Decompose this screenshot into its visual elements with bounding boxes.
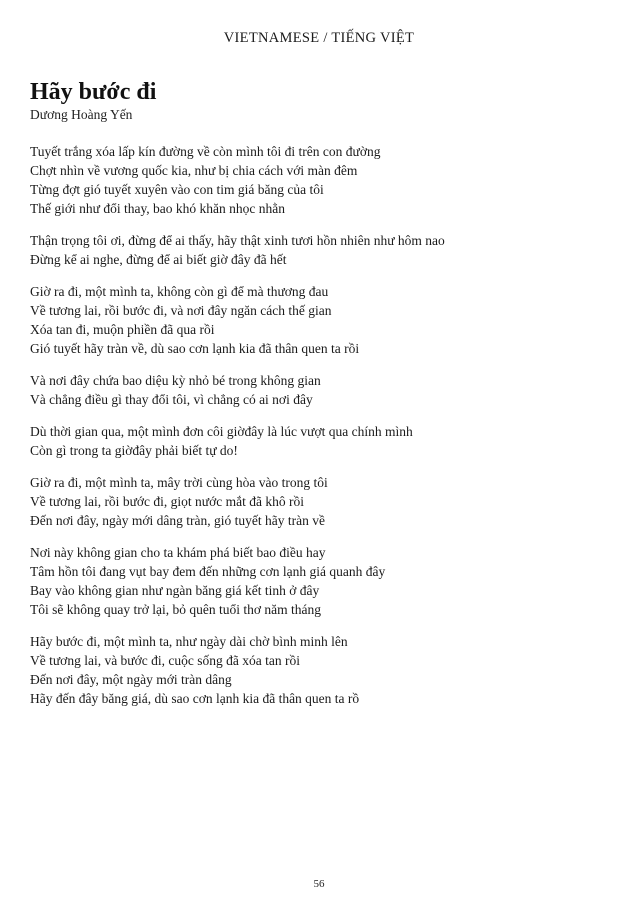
page-number: 56 (313, 878, 325, 890)
lyric-line: Từng đợt gió tuyết xuyên vào con tim giá băng của tôi (30, 182, 324, 197)
stanza (30, 422, 610, 460)
lyric-line: Thế giới như đổi thay, bao khó khăn nhọc nhằn (30, 201, 286, 216)
song-author: Dương Hoàng Yến (30, 107, 133, 122)
lyric-line: Giờ ra đi, một mình ta, không còn gì để mà thương đau (30, 284, 329, 299)
lyric-line: Xóa tan đi, muộn phiền đã qua rồi (30, 322, 215, 337)
lyric-line: Thận trọng tôi ơi, đừng để ai thấy, hãy thật xinh tươi hồn nhiên như hôm nao (30, 233, 445, 248)
lyric-line: Gió tuyết hãy tràn về, dù sao cơn lạnh kia đã thân quen ta rồi (30, 341, 360, 356)
stanza (30, 282, 610, 358)
lyric-line: Bay vào không gian như ngàn băng giá kết tinh ở đây (30, 583, 320, 598)
stanza (30, 371, 610, 409)
lyric-line: Giờ ra đi, một mình ta, mây trời cùng hòa vào trong tôi (30, 475, 328, 490)
lyric-line: Và nơi đây chứa bao diệu kỳ nhỏ bé trong không gian (30, 373, 321, 388)
lyric-line: Đến nơi đây, một ngày mới tràn dâng (30, 672, 232, 687)
stanza (30, 142, 610, 218)
lyric-line: Đừng kể ai nghe, đừng để ai biết giờ đây đã hết (30, 252, 287, 267)
stanza (30, 632, 610, 708)
page-header: VIETNAMESE / TIẾNG VIỆT (223, 30, 415, 46)
lyric-line: Và chẳng điều gì thay đổi tôi, vì chẳng có ai nơi đây (30, 392, 313, 407)
lyric-line: Nơi này không gian cho ta khám phá biết bao điều hay (30, 545, 326, 560)
lyric-line: Tâm hồn tôi đang vụt bay đem đến những cơn lạnh giá quanh đây (30, 564, 386, 579)
lyric-line: Chợt nhìn về vương quốc kia, như bị chia cách với màn đêm (30, 163, 358, 178)
lyric-line: Tôi sẽ không quay trở lại, bỏ quên tuổi thơ năm tháng (30, 602, 321, 617)
lyric-line: Về tương lai, và bước đi, cuộc sống đã xóa tan rồi (30, 653, 300, 668)
lyric-line: Hãy đến đây băng giá, dù sao cơn lạnh kia đã thân quen ta rồ (30, 691, 360, 706)
lyrics (30, 142, 610, 708)
lyric-line: Hãy bước đi, một mình ta, như ngày dài chờ bình minh lên (30, 634, 348, 649)
lyric-line: Dù thời gian qua, một mình đơn côi giờđây là lúc vượt qua chính mình (30, 424, 413, 439)
lyric-line: Tuyết trắng xóa lấp kín đường về còn mình tôi đi trên con đường (30, 144, 381, 159)
lyric-line: Còn gì trong ta giờđây phải biết tự do! (30, 443, 238, 458)
stanza (30, 543, 610, 619)
stanza (30, 231, 610, 269)
song-title: Hãy bước đi (30, 79, 157, 105)
lyric-line: Về tương lai, rồi bước đi, và nơi đây ngăn cách thế gian (30, 303, 332, 318)
lyric-line: Về tương lai, rồi bước đi, giọt nước mắt đã khô rồi (30, 494, 304, 509)
song-content (30, 78, 610, 721)
lyric-line: Đến nơi đây, ngày mới dâng tràn, gió tuyết hãy tràn về (30, 513, 325, 528)
stanza (30, 473, 610, 530)
